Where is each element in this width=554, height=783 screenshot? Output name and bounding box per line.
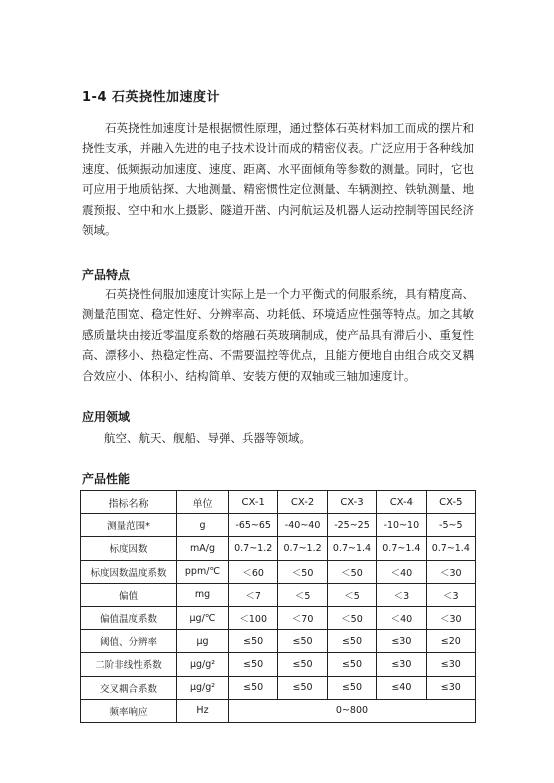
table-cell: 0.7~1.4	[377, 537, 426, 560]
table-cell: ＜5	[327, 583, 376, 606]
header-cell: CX-4	[377, 491, 426, 514]
table-cell: ＜3	[426, 583, 475, 606]
table-cell: ＜50	[327, 560, 376, 583]
table-cell: ＜40	[377, 560, 426, 583]
header-cell: CX-2	[278, 491, 327, 514]
section-title: 1-4 石英挠性加速度计	[82, 90, 221, 105]
table-row	[81, 606, 476, 629]
table-cell: ≤50	[327, 676, 376, 699]
header-cell: CX-5	[426, 491, 475, 514]
table-cell: Hz	[177, 699, 229, 722]
table-cell: 偏值温度系数	[81, 606, 177, 629]
table-cell: ＜30	[426, 606, 475, 629]
table-row	[81, 676, 476, 699]
table-row	[81, 537, 476, 560]
table-cell: -65~65	[229, 514, 278, 537]
applications-heading: 应用领域	[82, 410, 131, 424]
table-cell: 0.7~1.4	[426, 537, 475, 560]
table-cell: ≤50	[229, 653, 278, 676]
table-cell: mA/g	[177, 537, 229, 560]
table-cell: ≤50	[278, 676, 327, 699]
table-cell: ≤30	[377, 653, 426, 676]
table-cell: ＜5	[278, 583, 327, 606]
table-cell: ＜50	[327, 606, 376, 629]
table-cell: ＜40	[377, 606, 426, 629]
table-row-frequency	[81, 699, 476, 722]
table-cell: 标度因数温度系数	[81, 560, 177, 583]
table-cell: 交叉耦合系数	[81, 676, 177, 699]
table-cell: ≤30	[426, 653, 475, 676]
table-cell: 二阶非线性系数	[81, 653, 177, 676]
table-cell: -25~25	[327, 514, 376, 537]
table-cell: ≤50	[327, 630, 376, 653]
table-cell: -40~40	[278, 514, 327, 537]
table-cell: ＜60	[229, 560, 278, 583]
table-cell: -5~5	[426, 514, 475, 537]
table-cell: 0.7~1.4	[327, 537, 376, 560]
table-cell: g	[177, 514, 229, 537]
table-cell: ≤50	[278, 653, 327, 676]
table-row	[81, 514, 476, 537]
table-cell: μg/g²	[177, 653, 229, 676]
table-cell: ＜30	[426, 560, 475, 583]
table-row	[81, 653, 476, 676]
table-cell: ≤50	[327, 653, 376, 676]
table-cell: ≤30	[426, 676, 475, 699]
header-cell: CX-3	[327, 491, 376, 514]
header-cell: CX-1	[229, 491, 278, 514]
table-cell: ≤50	[229, 676, 278, 699]
table-cell: ＜7	[229, 583, 278, 606]
table-row	[81, 630, 476, 653]
table-cell-merged: 0~800	[229, 699, 476, 722]
performance-heading: 产品性能	[82, 472, 131, 486]
features-paragraph: 石英挠性伺服加速度计实际上是一个力平衡式的伺服系统，具有精度高、测量范围宽、稳定性好、分辨率高、功耗低、环境适应性强等特点。加之其敏感质量块由接近零温度系数的熔融石英玻璃制成，使产品具有滞后小、重复性高、漂移小、热稳定性高、不需要温控等优点，且能方便地自由组合成交叉耦合效应小、体积小、结构简单、安装方便的双轴或三轴加速度计。	[82, 287, 474, 383]
header-cell: 指标名称	[81, 491, 177, 514]
table-cell: ≤50	[278, 630, 327, 653]
table-cell: ＜100	[229, 606, 278, 629]
table-cell: mg	[177, 583, 229, 606]
table-cell: μg	[177, 630, 229, 653]
table-cell: ≤50	[229, 630, 278, 653]
table-cell: 阈值、分辨率	[81, 630, 177, 653]
table-row	[81, 560, 476, 583]
applications-text: 航空、航天、舰船、导弹、兵器等领域。	[104, 431, 311, 445]
table-cell: -10~10	[377, 514, 426, 537]
table-cell: μg/g²	[177, 676, 229, 699]
table-cell: 频率响应	[81, 699, 177, 722]
table-cell: ＜50	[278, 560, 327, 583]
table-cell: ppm/℃	[177, 560, 229, 583]
table-cell: ≤30	[377, 630, 426, 653]
table-cell: ＜70	[278, 606, 327, 629]
header-cell: 单位	[177, 491, 229, 514]
performance-table	[80, 490, 476, 723]
table-cell: 标度因数	[81, 537, 177, 560]
table-cell: 0.7~1.2	[278, 537, 327, 560]
table-cell: ≤20	[426, 630, 475, 653]
table-cell: ＜3	[377, 583, 426, 606]
table-row	[81, 583, 476, 606]
table-cell: 测量范围*	[81, 514, 177, 537]
table-cell: ≤40	[377, 676, 426, 699]
intro-paragraph: 石英挠性加速度计是根据惯性原理，通过整体石英材料加工而成的摆片和挠性支承，并融入先进的电子技术设计而成的精密仪表。广泛应用于各种线加速度、低频振动加速度、速度、距离、水平面倾角等参数的测量。同时，它也可应用于地质钻探、大地测量、精密惯性定位测量、车辆测控、铁轨测量、地震预报、空中和水上摄影、隧道开凿、内河航运及机器人运动控制等国民经济领域。	[82, 121, 474, 238]
features-heading: 产品特点	[82, 268, 131, 282]
table-cell: μg/℃	[177, 606, 229, 629]
table-cell: 偏值	[81, 583, 177, 606]
table-header-row	[81, 491, 476, 514]
table-cell: 0.7~1.2	[229, 537, 278, 560]
